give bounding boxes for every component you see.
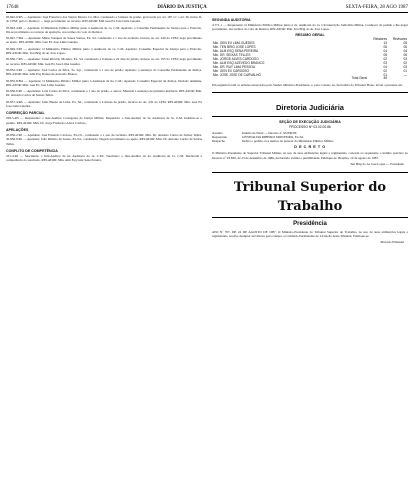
table-total-row <box>212 77 408 81</box>
left-paragraph: 95.852-3/RJ — Apelante: José Carlos da Silva, 3o. Sgt., condenado a 1 ano de prisão; Apelado: a sentença do Conselho Permanente de Justiça. RELATOR: Min. Alm Esq Rafael de Azevedo Branco. <box>6 67 202 77</box>
presidencia-heading: Presidência <box>293 220 327 227</box>
section-text: 228-5-RS — Requerente: o Juiz-Auditor Corregedor da Justiça Militar; Requerido: o Juiz-Auditor da 3a. Auditoria da 3a. C.M. Indefere-se o pedido. RELATOR: Min. Dr. Jorge Frederico Alves Cardoso. <box>6 116 202 125</box>
kv-row: Requerente GENIVALDO RIBEIRO MONTEIRO, Ex-Sd. <box>212 134 304 139</box>
left-paragraph: 95.856-6/RJ — Apelantes: Luís Carlos da Silva, condenado a 1 ano de prisão, e outros. Mantida a sentença de primeira instância. RELATOR: Min. Dr. Antonio Carlos de Seixas Telles. <box>6 89 202 98</box>
final-signature: Marcelo Pimentel <box>380 240 404 245</box>
page-number: 17648 <box>6 5 19 10</box>
col-header: Revisores <box>392 37 407 42</box>
left-paragraph: 95.855-8/BA — Apelante: O Ministério Público Militar junto à Auditoria da 6a. C.M.; Apelado: Conselho Especial de Justiça. Decisão unânime. RELATOR: Min. Gen Ex Jose Lima Guedes. <box>6 78 202 87</box>
right-section-heading: SEGUNDA AUDITORIA <box>212 18 251 22</box>
section-text: 331-4-RJ — Suscitante: o Juiz-Auditor da 2a. Auditoria da 1a. C.M.; Suscitado: o Juiz-Auditor da 4a. Auditoria da 1a. C.M. Declarada a competência do suscitado. RELATOR: Min. Alm Esq Luiz Sena Pereira. <box>6 153 202 163</box>
left-paragraph: 95.847-7/BA — Apelante: Mário Vazquez de Souza Santos, Ex. Sd. condenado a 1 ano de reclusão, incurso no art. 240 do CPM; nega provimento ao apelo. RELATOR: Min. Gen Ex Jose Lima Guedes. <box>6 36 202 45</box>
left-paragraph: 95.857-4/RS — Apelante: Julio Bueno de Lima, Ex. Sd., condenado a 4 meses de prisão, incurso no art. 235 do CPM. RELATOR: Min. Gen Ex Jose Lima Guedes. <box>6 99 202 109</box>
table-row: Min. ALM ESQ AZEVEDO BRANCO 03 02 <box>213 60 407 65</box>
summary-table-title: RESUMO GERAL <box>295 33 325 38</box>
summary-table <box>212 38 408 81</box>
left-paragraph: 95.843-4/RJ — Apelante: O Ministério Público Militar junto à Auditoria da 1a. C.M. Apelado: o Conselho Permanente de Justiça para o Exército. Dá-se provimento ao recurso de apelação, nos termos do voto do Relator. <box>6 25 202 34</box>
total-label: Total Geral <box>351 76 367 81</box>
section-subtitle: SEÇÃO DE EXECUÇÃO JUDICIÁRIA <box>279 119 341 124</box>
col-header: Relatores <box>373 37 387 42</box>
tst-title: Tribunal Superior do Trabalho <box>233 179 387 214</box>
closing-note: Em seguida foram os debates encerrados pelo Senhor Ministro-Presidente, e, para constar, eu, Secretária do Tribunal Pleno, lavrei a presente ata. <box>212 83 403 88</box>
table-row: Min. GEN EX CARDOSO 02 01 <box>213 68 407 73</box>
final-text: ATO Nº 707, DE 24 DE AGOSTO DE 1987. O Ministro-Presidente do Tribunal Superior do Trabalho, no uso de suas atribuições legais e regimentais, resolve designar servidores para compor a Comissão Permanente de Licitação deste Tribunal. Publique-se. <box>212 229 408 239</box>
process-number: PROCESSO Nº 03.02.00.86 <box>289 124 331 129</box>
publication-title: DIÁRIO DA JUSTIÇA <box>157 5 207 10</box>
directoria-box <box>212 92 408 117</box>
section-heading: APELAÇÕES <box>6 127 29 132</box>
table-row: Min. ALM ESQ SENA PEREIRA 04 04 <box>213 49 407 54</box>
left-paragraph: 95.842-6/RS — Apelantes: José Francisco dos Santos Moura. Ca. Mar. condenado a 3 meses de prisão, gravosada por art. 187 c/c o art. 30, inciso II, do CPM; pelo C. Relator; ... nega provimento ao recurso. RELATOR: Min Gen Ex Jose Lima Guedes. <box>6 15 202 24</box>
tst-title-box <box>212 172 408 218</box>
table-row: Min. DR. SEIXAS TELLES 05 06 <box>213 53 407 58</box>
kv-row: Assunto Indulto de Natal — Decreto nº 93.830/86 <box>212 130 297 135</box>
section-heading: CORREIÇÃO PARCIAL <box>6 111 45 116</box>
directoria-title: Diretoria Judiciária <box>276 102 344 112</box>
total-value: 45 <box>383 76 387 81</box>
decreto-heading: D E C R E T O <box>294 145 326 150</box>
left-column <box>6 15 202 495</box>
left-paragraph: 95.849-3/RJ — Apelante: O Ministério Público Militar junto à Auditoria da 1a. C.M. Apelado: Conselho Especial de Justiça para o Exército. RELATOR: Min. Ten Brig do Ar Jose Lopes. <box>6 46 202 56</box>
left-paragraph: 95.850-7/RS — Apelante: Josué Ricardo Moreira, Ex. Sd. condenado a 6 meses e 22 dias de prisão, incurso no art. 195 do CPM; nega provimento ao recurso. RELATOR: Min. Gen Ex Jose Lima Guedes. <box>6 57 202 66</box>
table-row: Min. JORGE ALVES CARDOSO 02 03 <box>213 56 407 61</box>
section-text: 45.856-2/RJ — Apelante: José Eduardo Cardoso, Ex-Cb., condenado a 1 ano de reclusão. RELATOR: Min. Dr. Antonio Carlos de Seixas Telles. 45.858-9/RJ — Apelante: João Ribeiro de Souza, Ex-Sd., condenado. Negado provimento ao apelo. RELATOR: Min. Dr. Antonio Carlos de Seixas Telles. <box>6 132 202 146</box>
table-row: Min. DR. RUY LIMA PESSOA 04 03 <box>213 64 407 69</box>
table-row: Min. JOSE JOSE DE CARVALHO 01 — <box>213 72 407 77</box>
signature: Ten Brig do Ar Jose Lopes — Presidente <box>350 161 404 166</box>
section-heading: CONFLITO DE COMPETÊNCIA <box>6 148 58 153</box>
right-column <box>212 15 408 246</box>
kv-row: Despacho Defiro o pedido, nos termos do parecer do Ministério Público Militar. <box>212 139 334 144</box>
decreto-text: O Ministro-Presidente do Superior Tribunal Militar, no uso de suas atribuições legais e regimentais, concede ao requerente o indulto previsto no Decreto nº 93.830, de 23 de dezembro de 1986, declarando extinta a punibilidade. Publique-se. Brasília, 10 de agosto de 1987. <box>212 151 408 160</box>
table-row: Min. TEN BRIG JOSE LOPES 06 06 <box>213 45 407 50</box>
page-header <box>6 3 408 13</box>
table-row: Min. GEN EX LIMA GUEDES 13 05 <box>213 41 407 46</box>
publication-date: SEXTA-FEIRA, 28 AGO 1987 <box>345 5 408 10</box>
right-top-paragraph: 4.771-1 — Requerente: O Ministério Público Militar junto à 2a. Auditoria da 1a. Circunscrição Judiciária Militar. Conhecer do pedido e lhe negar provimento, nos termos do voto do Relator. RELATOR: Min. Ten Brig do Ar Jose Lopes. <box>212 23 408 32</box>
